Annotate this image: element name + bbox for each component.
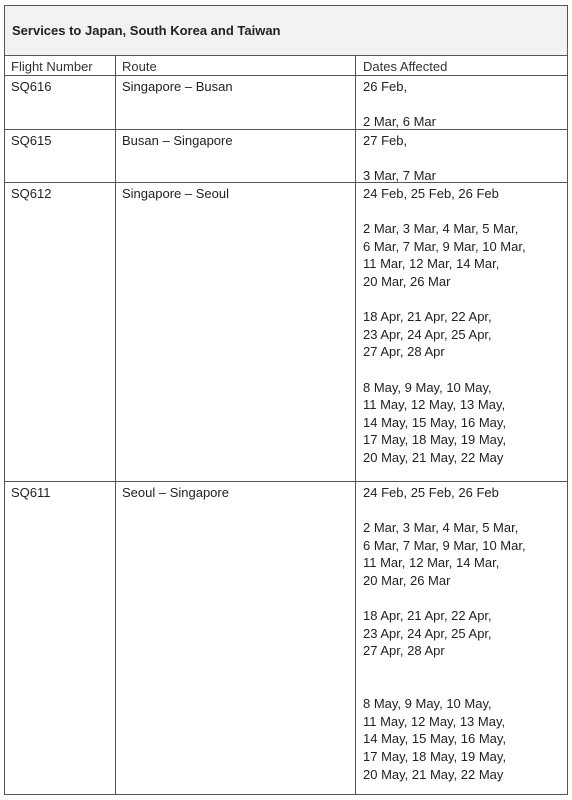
table-header-row (5, 56, 567, 76)
group-spacer (363, 150, 567, 168)
header-flight-number: Flight Number (5, 56, 116, 75)
date-line: 11 May, 12 May, 13 May, (363, 397, 506, 413)
group-spacer (363, 361, 567, 379)
date-line: 20 Mar, 26 Mar (363, 572, 451, 588)
route-cell: Seoul – Singapore (116, 482, 356, 794)
date-line: 18 Apr, 21 Apr, 22 Apr, (363, 309, 492, 325)
date-line: 6 Mar, 7 Mar, 9 Mar, 10 Mar, (363, 537, 526, 553)
date-line: 11 Mar, 12 Mar, 14 Mar, (363, 256, 500, 272)
date-line: 8 May, 9 May, 10 May, (363, 379, 492, 395)
date-line: 27 Apr, 28 Apr (363, 643, 445, 659)
route-cell: Singapore – Seoul (116, 183, 356, 481)
route-cell: Busan – Singapore (116, 130, 356, 182)
group-spacer (363, 502, 567, 520)
date-line: 23 Apr, 24 Apr, 25 Apr, (363, 625, 492, 641)
group-spacer (363, 291, 567, 309)
flight-number-cell: SQ615 (5, 130, 116, 182)
date-line: 24 Feb, 25 Feb, 26 Feb (363, 186, 499, 201)
date-line: 8 May, 9 May, 10 May, (363, 696, 492, 712)
table-row-sq615 (5, 130, 567, 183)
date-line: 20 Mar, 26 Mar (363, 273, 451, 289)
date-line: 17 May, 18 May, 19 May, (363, 748, 507, 764)
table-title-bar (5, 6, 567, 56)
route-cell: Singapore – Busan (116, 76, 356, 129)
group-spacer (363, 203, 567, 221)
flight-number-cell: SQ616 (5, 76, 116, 129)
date-line: 2 Mar, 3 Mar, 4 Mar, 5 Mar, (363, 520, 519, 536)
table-row-sq612 (5, 183, 567, 482)
date-line: 26 Feb, (363, 79, 408, 94)
group-spacer (363, 96, 567, 114)
dates-affected-cell (356, 482, 567, 794)
date-line: 6 Mar, 7 Mar, 9 Mar, 10 Mar, (363, 238, 526, 254)
flight-number-cell: SQ612 (5, 183, 116, 481)
table-row-sq611 (5, 482, 567, 794)
date-line: 17 May, 18 May, 19 May, (363, 432, 507, 448)
date-line: 23 Apr, 24 Apr, 25 Apr, (363, 326, 492, 342)
table-row-sq616 (5, 76, 567, 130)
date-line: 18 Apr, 21 Apr, 22 Apr, (363, 608, 492, 624)
date-line: 2 Mar, 6 Mar (363, 114, 436, 130)
flight-table (4, 5, 568, 795)
date-line: 20 May, 21 May, 22 May (363, 449, 504, 465)
header-route: Route (116, 56, 356, 75)
date-line: 27 Feb, (363, 133, 408, 148)
date-line: 27 Apr, 28 Apr (363, 344, 445, 360)
table-title: Services to Japan, South Korea and Taiwan (12, 23, 281, 38)
date-line: 2 Mar, 3 Mar, 4 Mar, 5 Mar, (363, 221, 519, 237)
dates-affected-cell (356, 76, 567, 129)
date-line: 14 May, 15 May, 16 May, (363, 414, 507, 430)
dates-affected-cell (356, 183, 567, 481)
date-line: 11 May, 12 May, 13 May, (363, 713, 506, 729)
date-line: 11 Mar, 12 Mar, 14 Mar, (363, 555, 500, 571)
date-line: 20 May, 21 May, 22 May (363, 766, 504, 782)
date-line: 3 Mar, 7 Mar (363, 168, 436, 184)
header-dates-affected: Dates Affected (363, 59, 448, 74)
dates-affected-cell (356, 130, 567, 182)
group-spacer (363, 590, 567, 608)
group-spacer (363, 660, 567, 695)
date-line: 24 Feb, 25 Feb, 26 Feb (363, 485, 499, 500)
flight-number-cell: SQ611 (5, 482, 116, 794)
date-line: 14 May, 15 May, 16 May, (363, 731, 507, 747)
